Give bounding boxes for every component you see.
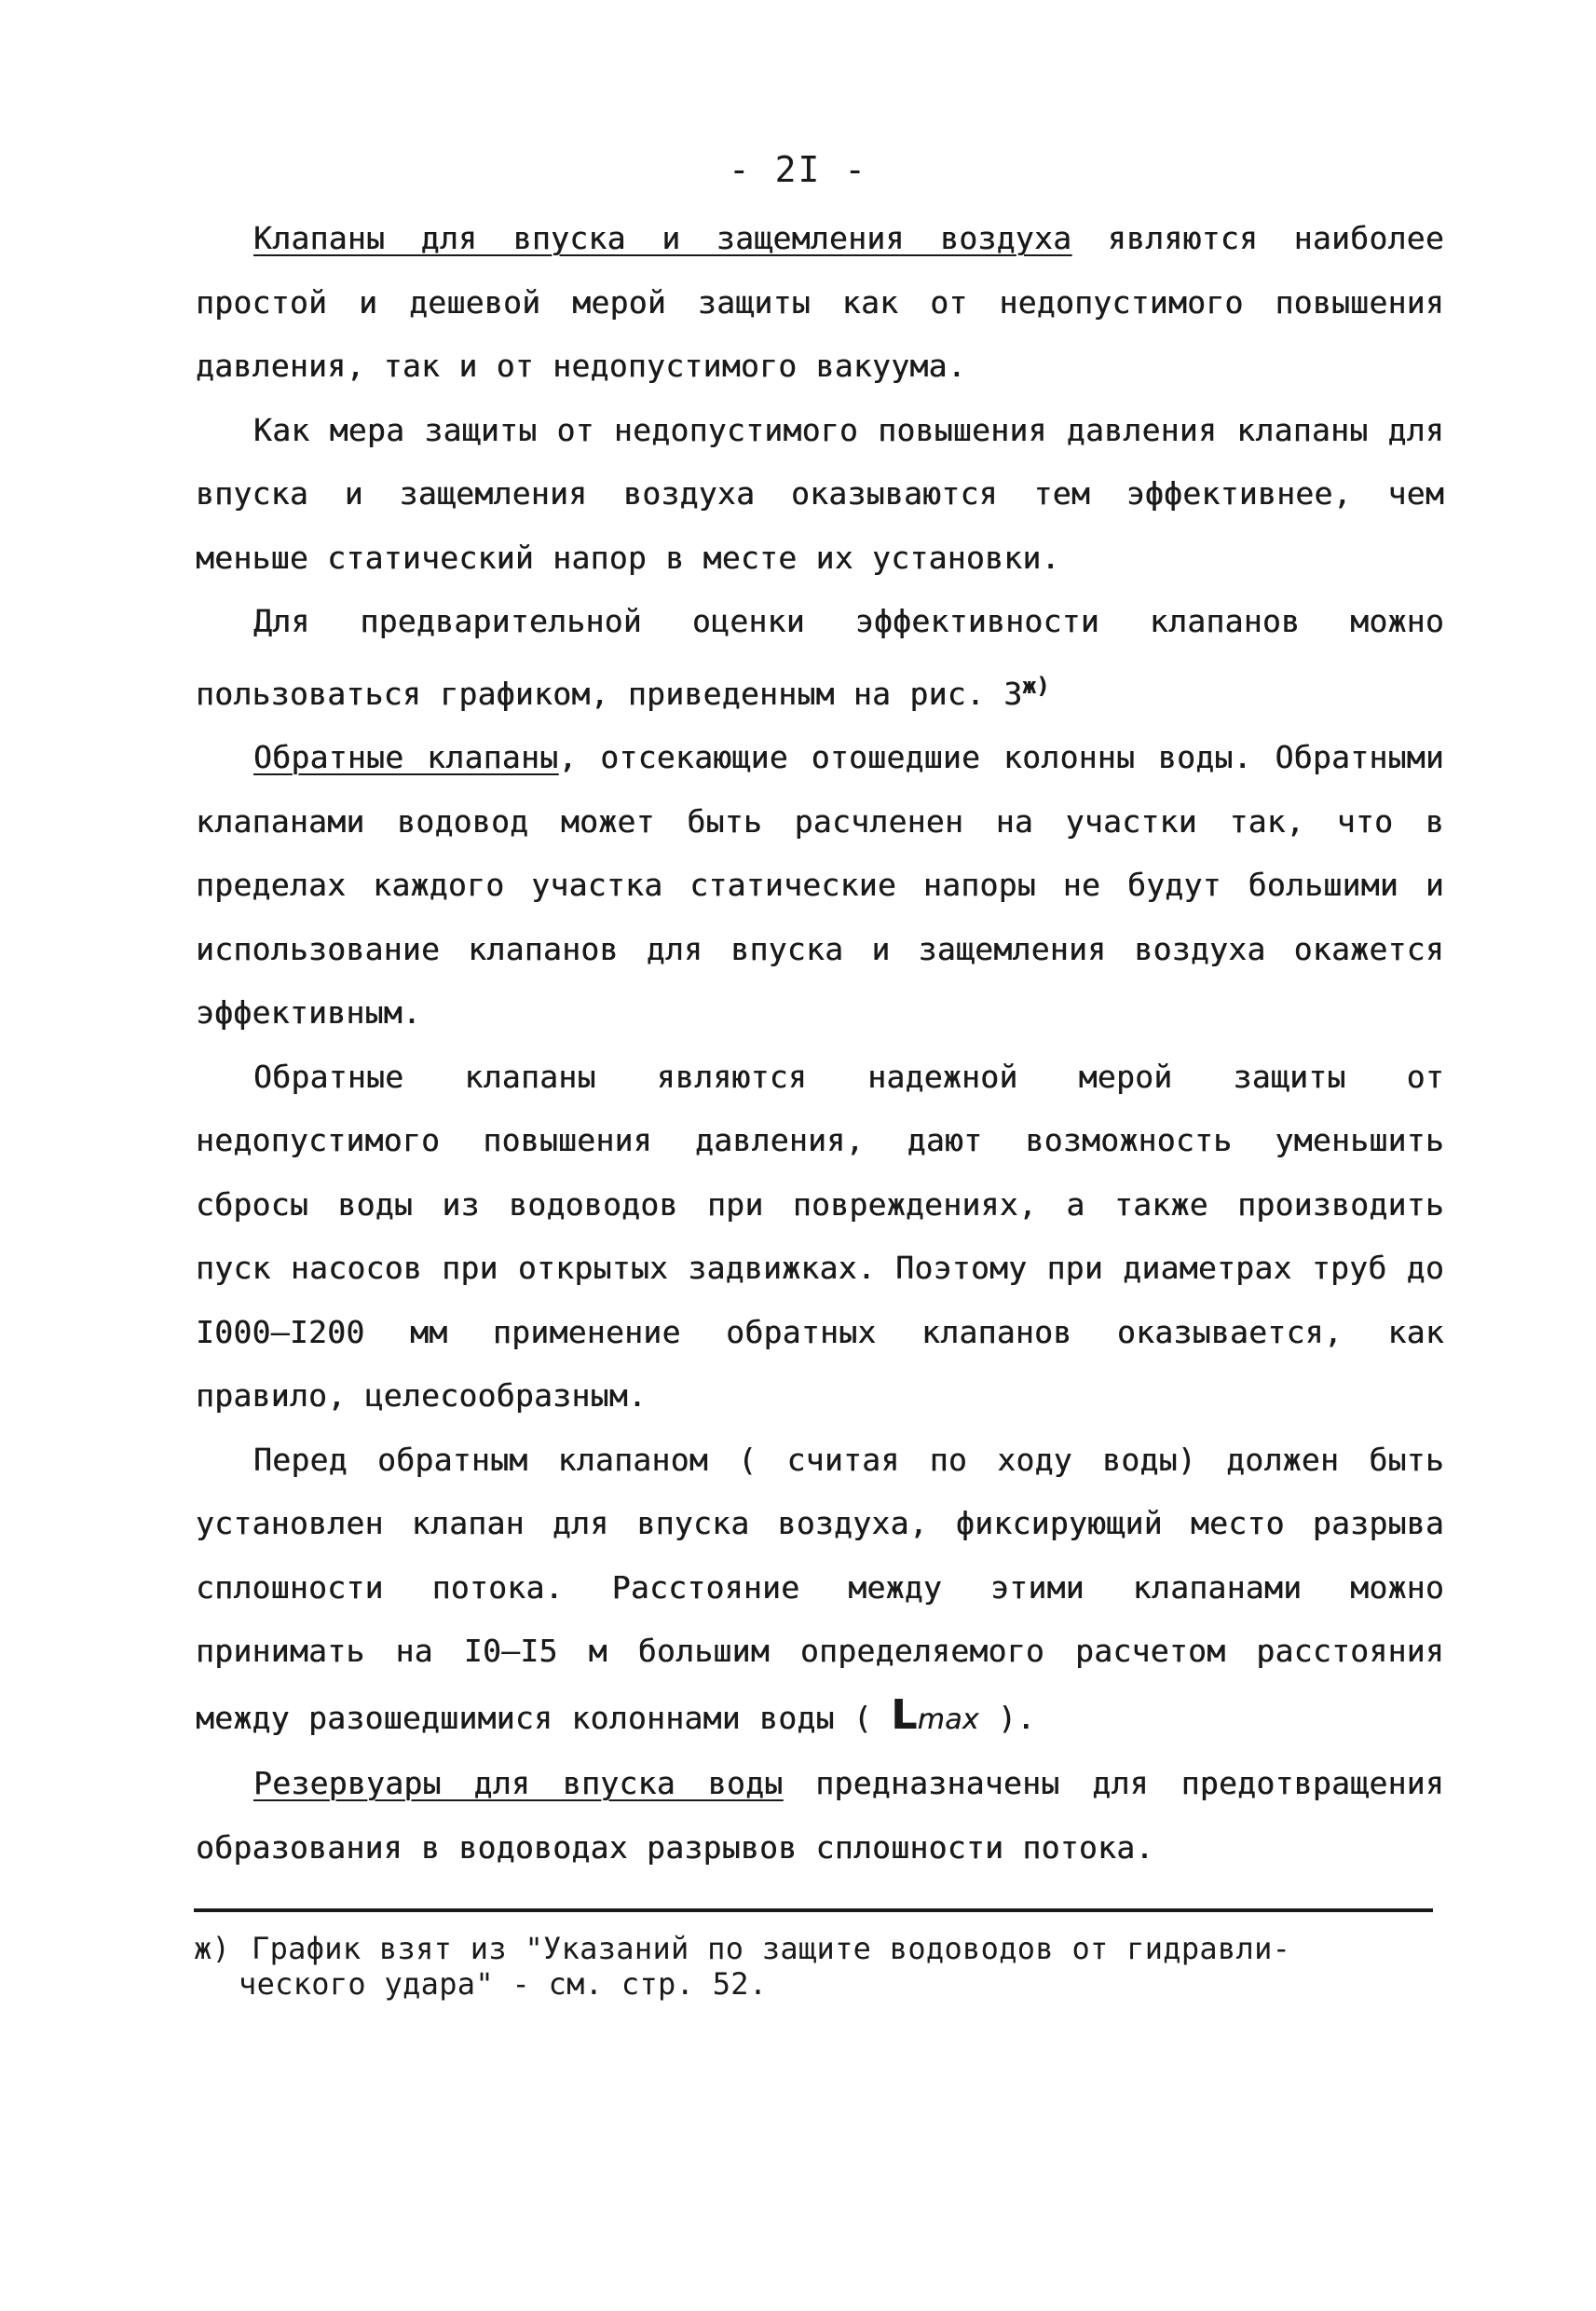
heading-air-valves: Клапаны для впуска и защемления воздуха <box>253 220 1072 256</box>
footnote-line-1: График взят из "Указаний по защите водоводов от гидравли- <box>252 1931 1291 1966</box>
footnote-marker: ж) <box>194 1931 231 1966</box>
heading-water-reservoirs: Резервуары для впуска воды <box>253 1765 784 1801</box>
paragraph-graph-ref <box>196 590 1444 726</box>
footnote-reference: ж) <box>1022 672 1050 699</box>
paragraph-text: Для предварительной оценки эффективности клапанов можно пользоваться графиком, приведенным на рис. 3 <box>196 603 1444 712</box>
paragraph-valve-placement <box>196 1429 1444 1753</box>
paragraph-text: , отсекающие отошедшие колонны воды. Обратными клапанами водовод может быть расчленен на участки так, что в пределах каждого участка статические напоры не будут большими и использование клапанов для впуска и защемления воздуха окажется эффективным. <box>196 739 1445 1031</box>
footnote-line-2: ческого удара" - см. стр. 52. <box>239 1966 768 2002</box>
body-text <box>196 207 1444 1880</box>
paragraph-text: предназначены для предотвращения образования в водоводах разрывов сплошности потока. <box>196 1765 1444 1866</box>
paragraph-check-valves-benefits <box>196 1046 1444 1429</box>
page-number: - 2I - <box>728 149 868 190</box>
paragraph-text: Как мера защиты от недопустимого повышения давления клапаны для впуска и защемления воздуха оказываются тем эффективнее, чем меньше статический напор в месте их установки. <box>196 411 1444 576</box>
heading-check-valves: Обратные клапаны <box>253 739 559 775</box>
paragraph-text: Перед обратным клапаном ( считая по ходу воды) должен быть установлен клапан для впуска воздуха, фиксирующий место разрыва сплошности потока. Расстояние между этими клапанами можно принимать на I0–I5 м большим определяемого расчетом расстояния между разошедшимися колоннами воды ( <box>196 1441 1444 1736</box>
symbol-max: max <box>917 1702 979 1736</box>
paragraph-text: ). <box>978 1699 1036 1736</box>
paragraph-water-reservoirs <box>196 1752 1444 1880</box>
footnote <box>194 1931 1442 2002</box>
paragraph-text: являются наиболее простой и дешевой мерой защиты как от недопустимого повышения давления, так и от недопустимого вакуума. <box>196 220 1444 384</box>
paragraph-effectiveness <box>196 399 1444 591</box>
paragraph-air-valves <box>196 207 1444 399</box>
symbol-l: L <box>891 1690 918 1739</box>
footnote-divider <box>194 1908 1433 1912</box>
paragraph-text: Обратные клапаны являются надежной мерой защиты от недопустимого повышения давления, дают возможность уменьшить сбросы воды из водоводов при повреждениях, а также производить пуск насосов при открытых задвижках. Поэтому при диаметрах труб до I000–I200 мм применение обратных клапанов оказывается, как правило, целесообразным. <box>196 1058 1444 1414</box>
paragraph-check-valves <box>196 726 1444 1046</box>
